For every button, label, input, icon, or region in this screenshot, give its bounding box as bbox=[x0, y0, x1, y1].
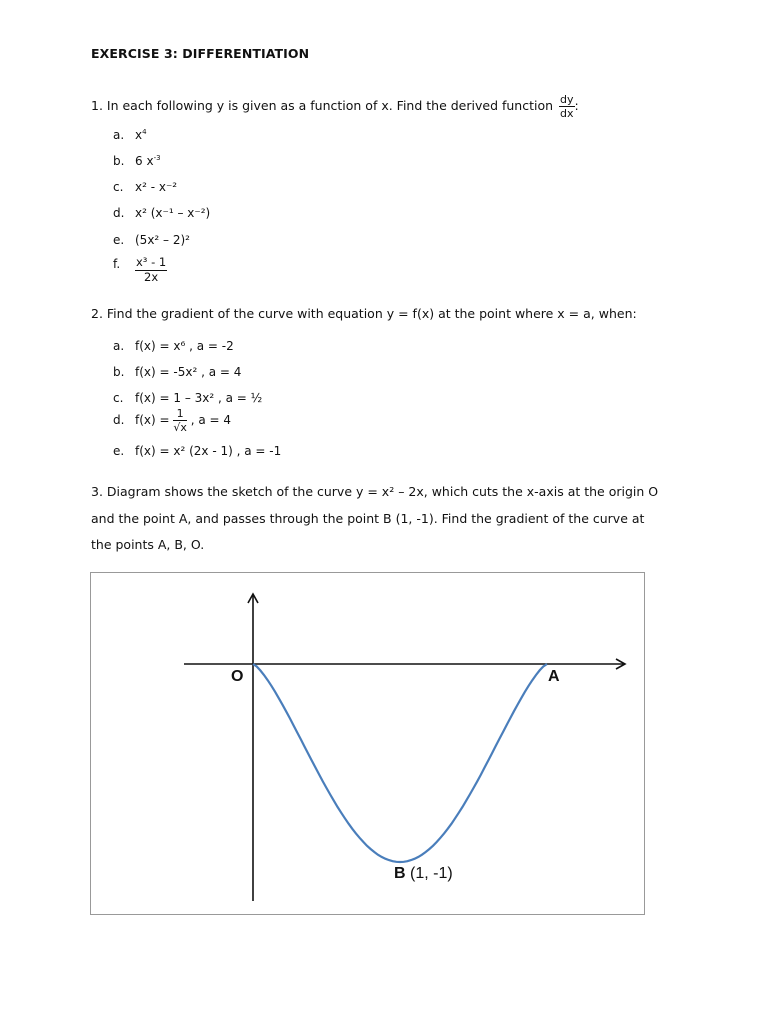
point-label-b bbox=[394, 865, 453, 883]
q1-item-a-exponent: 4 bbox=[142, 128, 147, 136]
dx-denominator: dx bbox=[560, 107, 574, 120]
q2-item-b bbox=[113, 365, 241, 379]
question-3-line-2: and the point A, and passes through the point B (1, -1). Find the gradient of the curve at bbox=[91, 511, 645, 526]
origin-label-o: O bbox=[231, 668, 244, 685]
q1-item-e-label: e. bbox=[113, 233, 125, 247]
dy-numerator: dy bbox=[560, 93, 574, 106]
q1-item-a-base: x bbox=[135, 128, 143, 142]
question-1-text: 1. In each following y is given as a function of x. Find the derived function bbox=[91, 98, 554, 113]
q1-item-e-expression: (5x² – 2)² bbox=[135, 233, 190, 247]
q1-item-b-label: b. bbox=[113, 154, 125, 168]
q2-item-e-label: e. bbox=[113, 444, 125, 458]
q1-item-f bbox=[113, 257, 167, 283]
q2-item-c-label: c. bbox=[113, 391, 124, 405]
q2-item-a bbox=[113, 339, 234, 353]
point-b-letter: B bbox=[394, 865, 406, 882]
q2-item-d-fraction bbox=[173, 408, 187, 433]
q2-item-d-suffix: , a = 4 bbox=[190, 413, 232, 427]
q2-item-d bbox=[113, 408, 231, 433]
q2-item-b-expression: f(x) = -5x² , a = 4 bbox=[135, 365, 242, 379]
q1-item-f-numerator: x³ - 1 bbox=[136, 255, 167, 269]
q1-item-b-exponent: -3 bbox=[153, 154, 161, 162]
question-3-line-1: 3. Diagram shows the sketch of the curve y = x² – 2x, which cuts the x-axis at the origin O bbox=[91, 484, 659, 499]
q2-item-c-expression: f(x) = 1 – 3x² , a = ½ bbox=[135, 391, 263, 405]
point-label-a: A bbox=[548, 668, 560, 685]
q2-item-d-denominator: √x bbox=[173, 421, 187, 434]
question-1-colon: : bbox=[574, 98, 579, 113]
q1-item-a bbox=[113, 128, 147, 142]
q1-item-b bbox=[113, 154, 161, 168]
q1-item-d-label: d. bbox=[113, 206, 125, 220]
point-b-coordinates: (1, -1) bbox=[410, 865, 453, 882]
q1-item-e bbox=[113, 233, 190, 247]
q1-item-f-fraction bbox=[135, 257, 167, 283]
q2-item-a-label: a. bbox=[113, 339, 125, 353]
exercise-title: EXERCISE 3: DIFFERENTIATION bbox=[91, 46, 310, 61]
q1-item-a-label: a. bbox=[113, 128, 125, 142]
q1-item-c bbox=[113, 180, 177, 194]
q1-item-c-label: c. bbox=[113, 180, 124, 194]
q1-item-d bbox=[113, 206, 210, 220]
q2-item-b-label: b. bbox=[113, 365, 125, 379]
dy-dx-fraction bbox=[559, 94, 575, 119]
q2-item-e bbox=[113, 444, 281, 458]
question-2-text: 2. Find the gradient of the curve with equation y = f(x) at the point where x = a, when: bbox=[91, 306, 637, 321]
question-3-line-3: the points A, B, O. bbox=[91, 537, 205, 552]
q2-item-c bbox=[113, 391, 262, 405]
q2-item-a-expression: f(x) = x⁶ , a = -2 bbox=[135, 339, 234, 353]
q1-item-b-base: 6 x bbox=[135, 154, 154, 168]
q1-item-d-expression: x² (x⁻¹ – x⁻²) bbox=[135, 206, 211, 220]
question-1 bbox=[91, 94, 579, 119]
q1-item-f-denominator: 2x bbox=[144, 269, 159, 284]
parabola-curve bbox=[253, 664, 547, 862]
q2-item-d-label: d. bbox=[113, 413, 125, 427]
q1-item-f-label: f. bbox=[113, 257, 121, 271]
q1-item-c-expression: x² - x⁻² bbox=[135, 180, 178, 194]
q2-item-e-expression: f(x) = x² (2x - 1) , a = -1 bbox=[135, 444, 282, 458]
curve-diagram bbox=[90, 572, 645, 915]
q2-item-d-numerator: 1 bbox=[173, 408, 187, 421]
curve-diagram-svg bbox=[91, 573, 646, 916]
q2-item-d-prefix: f(x) = bbox=[135, 413, 170, 427]
